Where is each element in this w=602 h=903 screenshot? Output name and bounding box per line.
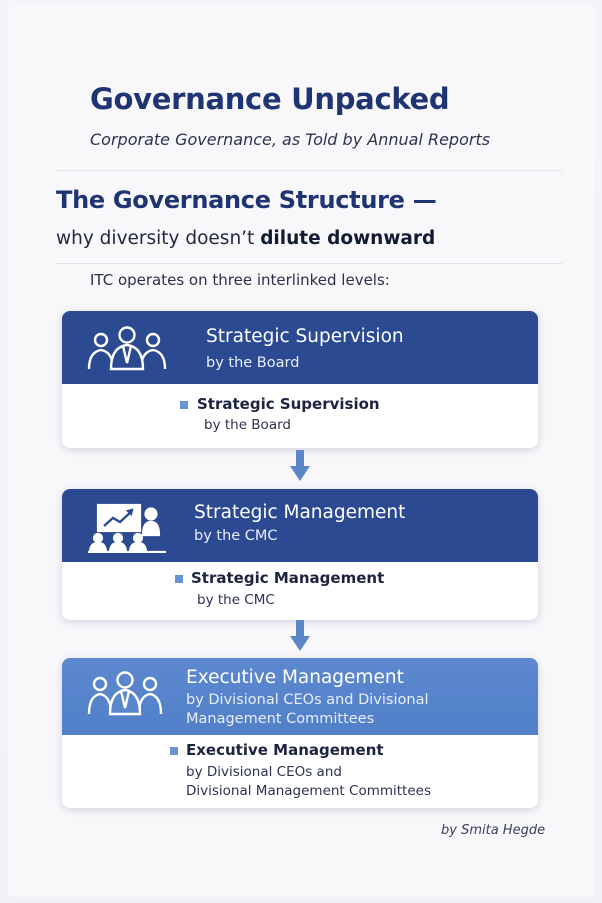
bullet-icon xyxy=(180,401,188,409)
subheading-text: why diversity doesn’t xyxy=(56,228,261,249)
page-title: Governance Unpacked xyxy=(90,82,450,116)
author-byline: by Smita Hegde xyxy=(441,823,546,838)
section-heading: The Governance Structure — xyxy=(56,186,437,214)
presentation-meeting-icon xyxy=(86,501,172,553)
detail-title: Executive Management xyxy=(186,741,384,759)
level-subtitle-line-1: by Divisional CEOs and Divisional xyxy=(186,692,429,708)
level-detail xyxy=(62,384,538,447)
level-band xyxy=(62,489,538,562)
level-detail xyxy=(62,735,538,808)
detail-subtitle: by the Board xyxy=(204,417,291,433)
board-members-icon xyxy=(86,325,168,371)
page-subtitle: Corporate Governance, as Told by Annual Reports xyxy=(90,130,491,149)
intro-text: ITC operates on three interlinked levels: xyxy=(90,271,390,289)
detail-subtitle-line-1: by Divisional CEOs and xyxy=(186,764,342,780)
subheading-emphasis: dilute downward xyxy=(260,228,436,249)
level-title: Executive Management xyxy=(186,667,404,688)
bullet-icon xyxy=(170,747,178,755)
level-title: Strategic Supervision xyxy=(206,326,404,347)
level-subtitle: by the CMC xyxy=(194,528,278,544)
divider xyxy=(56,263,562,264)
down-arrow-icon xyxy=(290,620,310,652)
executives-icon xyxy=(86,670,164,716)
level-band xyxy=(62,311,538,384)
down-arrow-icon xyxy=(290,450,310,482)
level-card-executive-management xyxy=(62,658,538,808)
level-subtitle: by the Board xyxy=(206,355,300,371)
bullet-icon xyxy=(175,575,183,583)
level-card-strategic-supervision xyxy=(62,311,538,448)
detail-title: Strategic Supervision xyxy=(197,395,380,413)
section-subheading xyxy=(56,228,435,249)
level-detail xyxy=(62,562,538,620)
level-subtitle-line-2: Management Committees xyxy=(186,711,375,727)
level-title: Strategic Management xyxy=(194,502,406,523)
detail-subtitle: by the CMC xyxy=(197,592,275,608)
divider xyxy=(56,170,562,171)
level-band xyxy=(62,658,538,735)
detail-subtitle-line-2: Divisional Management Committees xyxy=(186,783,431,799)
detail-title: Strategic Management xyxy=(191,569,385,587)
level-card-strategic-management xyxy=(62,489,538,620)
